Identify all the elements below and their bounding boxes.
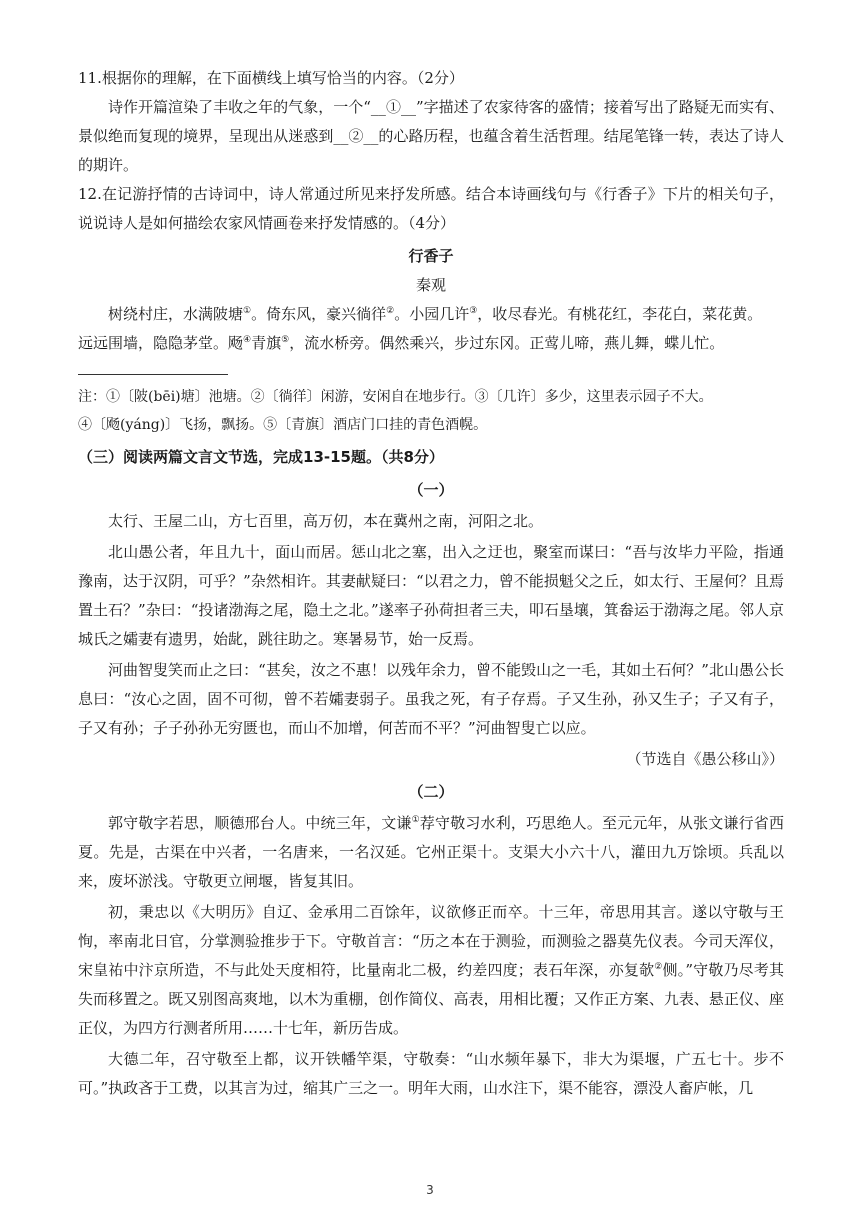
poem-text: 树绕村庄，水满陂塘 [108, 305, 244, 323]
passage-2-para-3: 大德二年，召守敬至上都，议开铁幡竿渠，守敬奏：“山水频年暴下，非大为渠堰，广五七十。步不可。”执政吝于工费，以其言为过，缩其广三之一。明年大雨，山水注下，渠不能容，漂没人畜庐帐，几 [78, 1050, 784, 1097]
passage-1-para-1: 太行、王屋二山，方七百里，高万仞，本在冀州之南，河阳之北。 [108, 512, 544, 530]
poem-text: 青旗 [251, 334, 282, 352]
poem-text: ，流水桥旁。偶然乘兴，步过东冈。正莺儿啼，燕儿舞，蝶儿忙。 [289, 334, 725, 352]
footnote-marker: ② [386, 306, 395, 316]
passage-1-para-2: 北山愚公者，年且九十，面山而居。惩山北之塞，出入之迂也，聚室而谋曰：“吾与汝毕力平险，指通豫南，达于汉阴，可乎？”杂然相许。其妻献疑曰：“以君之力，曾不能损魁父之丘，如太行、王屋何？且焉置土石？”杂曰：“投诸渤海之尾，隐土之北。”遂率子孙荷担者三夫，叩石垦壤，箕畚运于渤海之尾。邻人京城氏之孀妻有遗男，始龀，跳往助之。寒暑易节，始一反焉。 [78, 543, 784, 648]
footnote-marker: ② [654, 962, 663, 972]
passage-2-para-1 [78, 809, 784, 896]
question-12-stem: 12.在记游抒情的古诗词中，诗人常通过所见来抒发所感。结合本诗画线句与《行香子》下片的相关句子，说说诗人是如何描绘农家风情画卷来抒发情感的。（4分） [78, 185, 784, 232]
poem-text: 。倚东风，豪兴徜徉 [251, 305, 387, 323]
footnote-marker: ① [411, 815, 420, 825]
poem-text: ，收尽春光。有桃花红，李花白，菜花黄。 [477, 305, 763, 323]
poem-title: 行香子 [408, 247, 454, 265]
poem-text: 。小园几许 [394, 305, 470, 323]
passage-1-source: （节选自《愚公移山》） [626, 750, 784, 768]
question-11-stem: 11.根据你的理解，在下面横线上填写恰当的内容。（2分） [78, 69, 464, 87]
question-11-paragraph: 诗作开篇渲染了丰收之年的气象，一个“__①__”字描述了农家待客的盛情；接着写出了路疑无而实有、景似绝而复现的境界，呈现出从迷惑到__②__的心路历程，也蕴含着生活哲理。结尾笔锋一转，表达了诗人的期许。 [78, 98, 784, 174]
passage-2-para-2 [78, 898, 784, 1043]
page-number: 3 [426, 1183, 434, 1197]
poem-author: 秦观 [415, 276, 446, 294]
poem-stanza-1 [78, 300, 784, 329]
poem-text: 远远围墙，隐隐茅堂。飏 [78, 334, 244, 352]
footnote-marker: ① [243, 306, 252, 316]
passage-text: 侧。”守敬乃尽考其失而移置之。既又别图高爽地，以木为重棚，创作简仪、高表，用相比覆；又作正方案、九表、悬正仪、座正仪，为四方行测者所用……十七年，新历告成。 [78, 961, 784, 1037]
poem-notes-line-2: ④〔飏(yáng)〕飞扬，飘扬。⑤〔青旗〕酒店门口挂的青色酒幌。 [78, 417, 488, 433]
poem-stanza-2 [78, 329, 784, 358]
footnote-marker: ④ [243, 335, 252, 345]
passage-text: 郭守敬字若思，顺德邢台人。中统三年，文谦 [108, 814, 412, 832]
passage-1-para-3: 河曲智叟笑而止之曰：“甚矣，汝之不惠！以残年余力，曾不能毁山之一毛，其如土石何？”北山愚公长息曰：“汝心之固，固不可彻，曾不若孀妻弱子。虽我之死，有子存焉。子又生孙，孙又生子；子又有子，子又有孙；子子孙孙无穷匮也，而山不加增，何苦而不平？”河曲智叟亡以应。 [78, 661, 784, 737]
section-3-heading: （三）阅读两篇文言文节选，完成13-15题。（共8分） [78, 448, 444, 466]
passage-2-label: （二） [408, 783, 454, 801]
passage-text: 初，秉忠以《大明历》自辽、金承用二百馀年，议欲修正而卒。十三年，帝思用其言。遂以守敬与王恂，率南北日官，分掌测验推步于下。守敬首言：“历之本在于测验，而测验之器莫先仪表。今司天浑仪，宋皇祐中汴京所造，不与此处天度相符，比量南北二极，约差四度；表石年深，亦复欹 [78, 903, 784, 979]
passage-1-label: （一） [408, 481, 454, 499]
passage-text: 荐守敬习水利，巧思绝人。至元元年，从张文谦行省西夏。先是，古渠在中兴者，一名唐来，一名汉延。它州正渠十。支渠大小六十八，灌田九万馀顷。兵乱以来，废坏淤浅。守敬更立闸堰，皆复其旧。 [78, 814, 784, 890]
footnote-divider [78, 374, 228, 375]
poem-notes-line-1: 注：①〔陂(bēi)塘〕池塘。②〔徜徉〕闲游，安闲自在地步行。③〔几许〕多少，这里表示园子不大。 [78, 389, 713, 405]
footnote-marker: ⑤ [281, 335, 290, 345]
footnote-marker: ③ [469, 306, 478, 316]
page-content [78, 64, 784, 1103]
